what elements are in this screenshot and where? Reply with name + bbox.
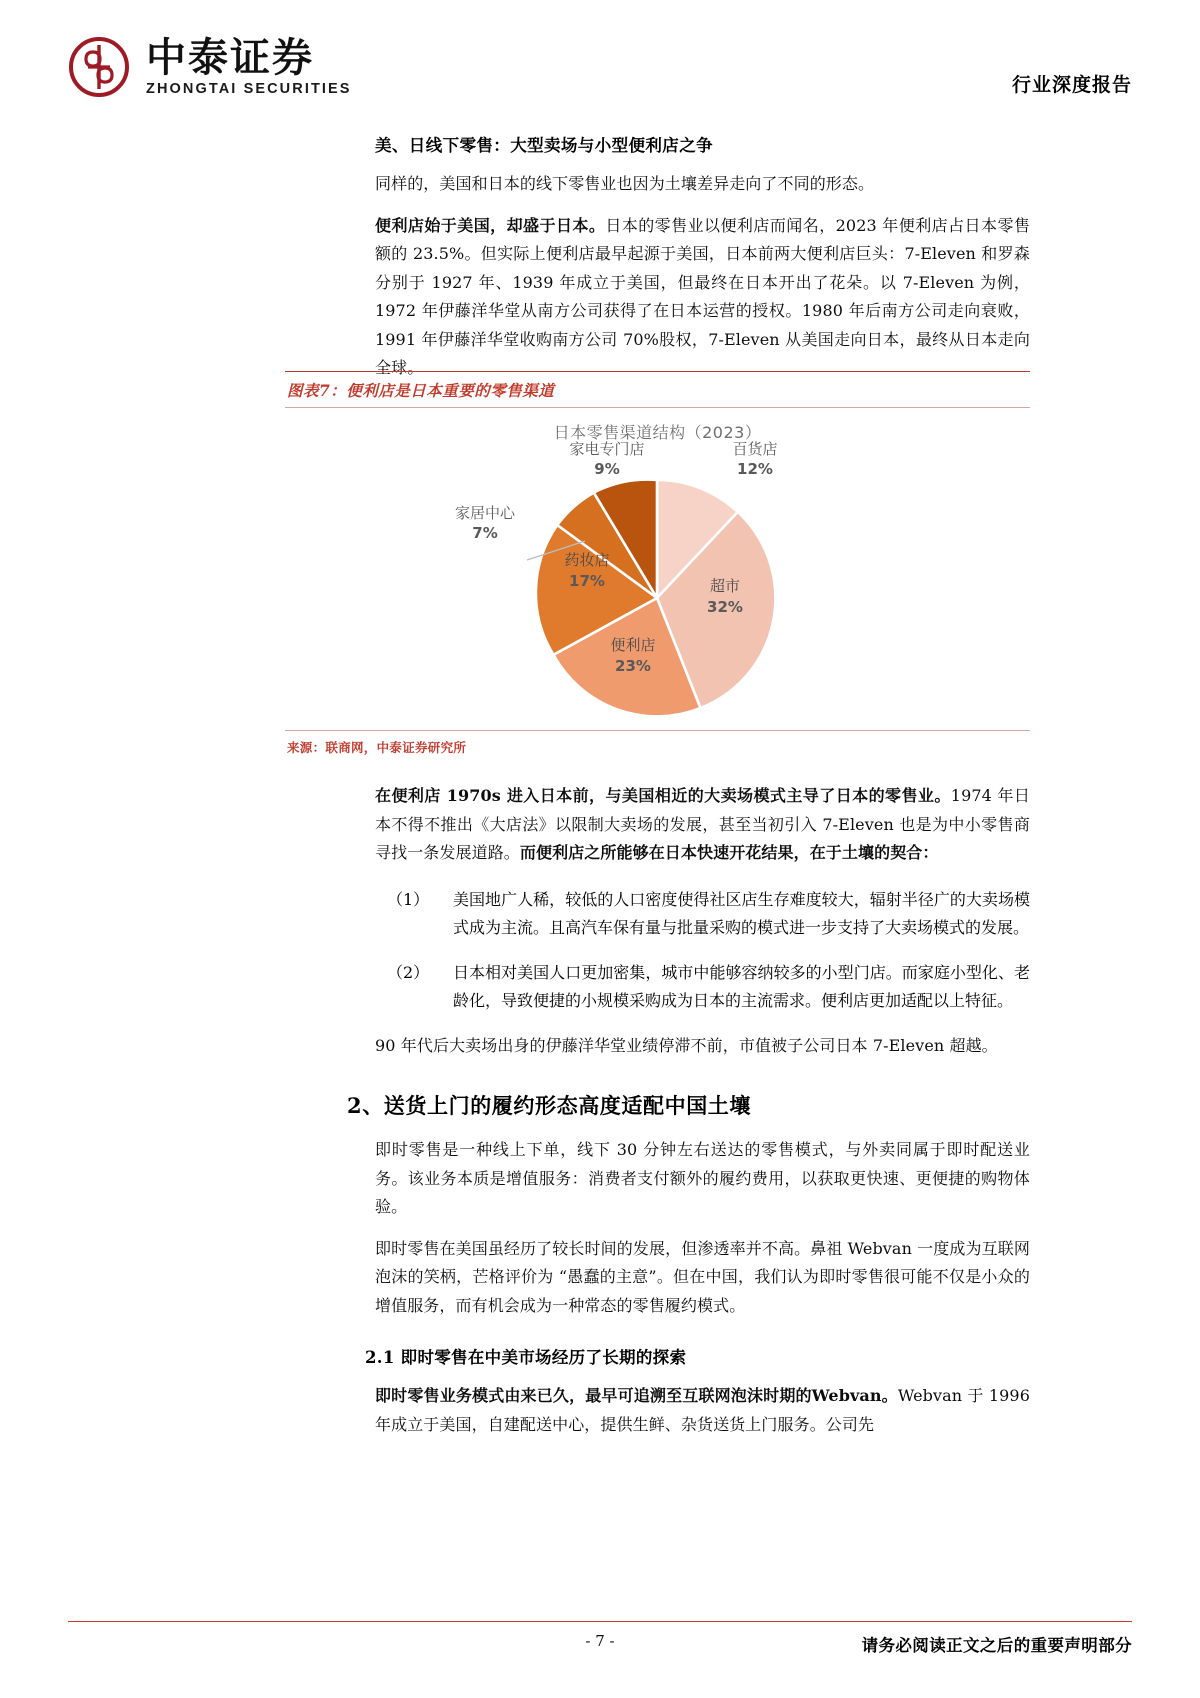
company-logo [68, 36, 352, 98]
exhibit-caption: 图表7：便利店是日本重要的零售渠道 [287, 381, 555, 400]
paragraph-3-mid: 1974 年日本不得不推出《大店法》以限制大卖场的发展，甚至当初引入 7-Eleven 也是为中小零售商寻找一条发展道路。 [375, 786, 1030, 862]
section-heading-2: 2、送货上门的履约形态高度适配中国土壤 [347, 1093, 752, 1118]
section-heading-2-1: 2.1 即时零售在中美市场经历了长期的探索 [365, 1348, 687, 1367]
list-item-text: 日本相对美国人口更加密集，城市中能够容纳较多的小型门店。而家庭小型化、老龄化，导致便捷的小规模采购成为日本的主流需求。便利店更加适配以上特征。 [453, 962, 1030, 1010]
pie-chart [285, 408, 1030, 730]
list-item [375, 959, 1030, 1016]
list-item-marker: （1） [387, 889, 430, 909]
pct-department-store: 12% [737, 460, 773, 478]
label-supermarket: 超市 [709, 577, 741, 595]
section-heading-1: 美、日线下零售：大型卖场与小型便利店之争 [375, 136, 713, 155]
paragraph-5: 即时零售是一种线上下单，线下 30 分钟左右送达的零售模式，与外卖同属于即时配送业务。该业务本质是增值服务：消费者支付额外的履约费用，以获取更快速、更便捷的购物体验。 [375, 1140, 1030, 1216]
page-number: - 7 - [585, 1632, 615, 1650]
pie-holder [285, 408, 1030, 730]
paragraph-3-lead: 在便利店 1970s 进入日本前，与美国相近的大卖场模式主导了日本的零售业。 [375, 786, 951, 805]
paragraph-1: 同样的，美国和日本的线下零售业也因为土壤差异走向了不同的形态。 [375, 174, 875, 193]
page-footer [68, 1632, 1132, 1660]
footer-disclaimer: 请务必阅读正文之后的重要声明部分 [861, 1636, 1132, 1655]
lower-content [347, 782, 1030, 1452]
pct-electronics-store: 9% [594, 460, 620, 478]
list-item-marker: （2） [387, 962, 430, 982]
paragraph-2 [375, 212, 1030, 383]
logo-cn-text: 中泰证券 [146, 36, 314, 80]
label-department-store: 百货店 [732, 440, 778, 458]
numbered-list [375, 886, 1030, 1016]
paragraph-2-rest: 日本的零售业以便利店而闻名，2023 年便利店占日本零售额的 23.5%。但实际上便利店最早起源于美国，日本前两大便利店巨头：7-Eleven 和罗森分别于 1927 年、1939 年成立于美国，但最终在日本开出了花朵。以 7-Eleven 为例，1972 年伊藤洋华堂从南方公司获得了在日本运营的授权。1980 年后南方公司走向衰败，1991 年伊藤洋华堂收购南方公司 70%股权，7-Eleven 从美国走向日本，最终从日本走向全球。 [375, 215, 1031, 377]
label-electronics-store: 家电专门店 [569, 440, 645, 458]
upper-content [375, 132, 1030, 396]
list-item-text: 美国地广人稀，较低的人口密度使得社区店生存难度较大，辐射半径广的大卖场模式成为主流。且高汽车保有量与批量采购的模式进一步支持了大卖场模式的发展。 [453, 889, 1030, 937]
chart-title: 日本零售渠道结构（2023） [553, 423, 762, 442]
paragraph-6: 即时零售在美国虽经历了较长时间的发展，但渗透率并不高。鼻祖 Webvan 一度成为互联网泡沫的笑柄，芒格评价为 “愚蠢的主意”。但在中国，我们认为即时零售很可能不仅是小众的增值服务，而有机会成为一种常态的零售履约模式。 [375, 1238, 1030, 1315]
paragraph-2-lead: 便利店始于美国，却盛于日本。 [375, 215, 606, 235]
label-home-center: 家居中心 [454, 504, 516, 522]
label-convenience-store: 便利店 [610, 636, 656, 654]
pct-supermarket: 32% [707, 598, 743, 616]
pct-home-center: 7% [472, 524, 498, 542]
paragraph-7-lead: 即时零售业务模式由来已久，最早可追溯至互联网泡沫时期的Webvan。 [375, 1386, 898, 1405]
paragraph-4: 90 年代后大卖场出身的伊藤洋华堂业绩停滞不前，市值被子公司日本 7-Eleven 超越。 [375, 1035, 998, 1055]
pct-drugstore: 17% [569, 572, 605, 590]
exhibit-block [285, 371, 1030, 756]
list-item [375, 886, 1030, 943]
paragraph-3 [375, 782, 1030, 868]
exhibit-source: 来源：联商网，中泰证券研究所 [287, 740, 467, 755]
paragraph-3-tail: 而便利店之所能够在日本快速开花结果，在于土壤的契合： [519, 843, 939, 862]
report-type-label: 行业深度报告 [1011, 74, 1132, 96]
label-drugstore: 药妆店 [564, 551, 610, 569]
page-header [68, 36, 1132, 114]
logo-en-text: ZHONGTAI SECURITIES [146, 81, 352, 97]
footer-rule [68, 1621, 1132, 1622]
paragraph-7 [375, 1382, 1030, 1439]
zhongtai-circle-logo-icon [68, 36, 130, 98]
logo-text [146, 37, 352, 97]
paragraph-7-rest: Webvan 于 1996 年成立于美国，自建配送中心，提供生鲜、杂货送货上门服务。公司先 [375, 1386, 1030, 1434]
pct-convenience-store: 23% [615, 657, 651, 675]
